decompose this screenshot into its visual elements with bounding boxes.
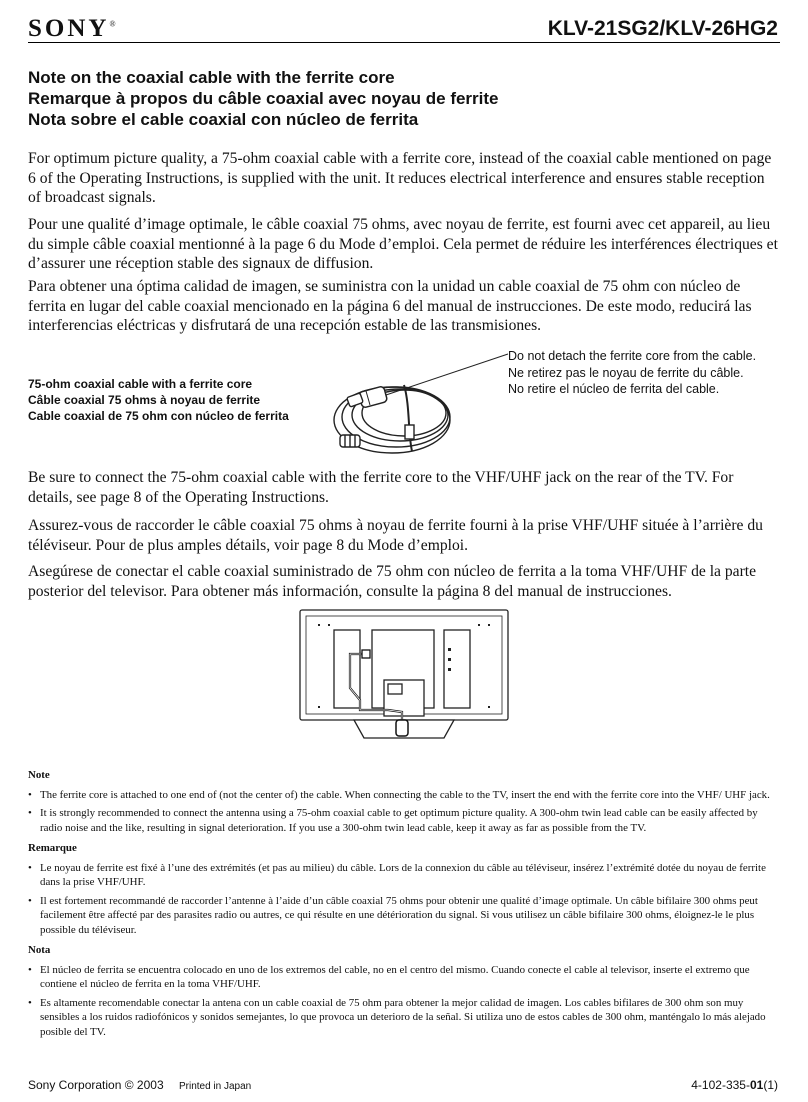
printed-in: Printed in Japan: [178, 1081, 252, 1092]
model-number: KLV-21SG2/KLV-26HG2: [547, 17, 778, 40]
list-item: • It is strongly recommended to connect the antenna using a 75-ohm coaxial cable to get optimum picture quality. A 300-ohm twin lead cable can be easily affected by radio noise and the like, resulting in signal deterioration. If you use a 300-ohm twin lead cable, keep it away as far as possible from the TV.: [28, 806, 780, 835]
coaxial-cable-illustration: [318, 345, 510, 460]
caption-fr: Câble coaxial 75 ohms à noyau de ferrite: [28, 393, 261, 407]
tv-rear-illustration: [298, 608, 510, 742]
footer-copyright: [28, 1078, 251, 1092]
title-es: Nota sobre el cable coaxial con núcleo de ferrita: [28, 110, 419, 129]
list-item: • Il est fortement recommandé de raccorder l’antenne à l’aide d’un câble coaxial 75 ohms pour obtenir une qualité d’image optimale. Un câble bifilaire 300 ohms peut facilement être affecté par des parasites radio ou autres, ce qui résulte en une détérioration du signal. Si vous utilisez un câble bifilaire 300 ohms, éloignez-le le plus possible du téléviseur.: [28, 894, 780, 938]
header-rule: [28, 42, 780, 43]
warning-es: No retire el núcleo de ferrita del cable.: [508, 382, 720, 396]
warning-en: Do not detach the ferrite core from the cable.: [508, 349, 757, 363]
list-item: • El núcleo de ferrita se encuentra colocado en uno de los extremos del cable, no en el centro del mismo. Cuando conecte el cable al televisor, inserte el extremo que contiene el núcleo de ferrita en la toma VHF/UHF.: [28, 963, 780, 992]
list-item: • Le noyau de ferrite est fixé à l’une des extrémités (et pas au milieu) du câble. Lors de la connexion du câble au téléviseur, insérez l’extrémité dotée du noyau de ferrite dans la prise VHF/UHF.: [28, 861, 780, 890]
ferrite-warning: [508, 348, 756, 398]
ferrite-core-on-tv: [396, 720, 408, 736]
notes-section: [28, 768, 780, 1045]
title-fr: Remarque à propos du câble coaxial avec noyau de ferrite: [28, 89, 499, 108]
note-heading-es: Nota: [28, 944, 51, 956]
caption-es: Cable coaxial de 75 ohm con núcleo de ferrita: [28, 409, 289, 423]
note-heading-en: Note: [28, 769, 50, 781]
leader-line: [380, 354, 508, 397]
connect-paragraph-es: Asegúrese de conectar el cable coaxial suministrado de 75 ohm con núcleo de ferrita a la toma VHF/UHF de la parte posterior del televisor. Para obtener más información, consulte la página 8 del manual de instrucciones.: [28, 563, 757, 600]
note-list-es: [28, 963, 780, 1040]
caption-en: 75-ohm coaxial cable with a ferrite core: [28, 377, 253, 391]
document-number: 4-102-335-01(1): [691, 1078, 778, 1092]
intro-paragraph-es: Para obtener una óptima calidad de imagen, se suministra con la unidad un cable coaxial de 75 ohm con núcleo de ferrita en lugar del cable coaxial mencionado en la página 6 del manual de instrucciones. De este modo, reducirá las interferencias eléctricas y disfrutará de una recepción estable de las transmisiones.: [28, 278, 752, 334]
copyright-symbol: ©: [124, 1078, 134, 1092]
intro-paragraph-en: For optimum picture quality, a 75-ohm coaxial cable with a ferrite core, instead of the coaxial cable mentioned on page 6 of the Operating Instructions, is supplied with the unit. It reduces electrical interference and ensures stable reception of broadcast signals.: [28, 150, 772, 206]
copyright-year: 2003: [136, 1078, 164, 1092]
vhf-uhf-jack: [362, 650, 370, 658]
company-name: Sony Corporation: [28, 1078, 122, 1092]
page-title: [28, 67, 499, 130]
note-heading-fr: Remarque: [28, 842, 77, 854]
sony-logo: SONY®: [28, 15, 116, 42]
warning-fr: Ne retirez pas le noyau de ferrite du câble.: [508, 365, 744, 380]
connect-paragraph-fr: Assurez-vous de raccorder le câble coaxial 75 ohms à noyau de ferrite fourni à la prise VHF/UHF située à l’arrière du téléviseur. Pour de plus amples détails, voir page 8 du Mode d’emploi.: [28, 517, 763, 554]
cable-figure-caption: [28, 376, 289, 424]
ferrite-core: [358, 386, 387, 408]
list-item: • Es altamente recomendable conectar la antena con un cable coaxial de 75 ohm para obtener la mejor calidad de imagen. Los cables bifilares de 300 ohm son muy sensibles a los ruidos radiofónicos y sonidos semejantes, lo que provoca un deterioro de la señal. Si utiliza uno de estos cables de 300 ohm, manténgalo lo más alejado posible del TV.: [28, 996, 780, 1040]
note-list-fr: [28, 861, 780, 938]
note-list-en: [28, 788, 780, 836]
title-en: Note on the coaxial cable with the ferrite core: [28, 68, 395, 87]
list-item: • The ferrite core is attached to one end of (not the center of) the cable. When connecting the cable to the TV, insert the end with the ferrite core into the VHF/ UHF jack.: [28, 788, 780, 803]
intro-paragraph-fr: Pour une qualité d’image optimale, le câble coaxial 75 ohms, avec noyau de ferrite, est fourni avec cet appareil, au lieu du simple câble coaxial mentionné à la page 6 du Mode d’emploi. Cela permet de réduire les interférences électriques et d’assurer une réception stable des signaux de diffusion.: [28, 216, 778, 272]
connect-paragraph-en: Be sure to connect the 75-ohm coaxial cable with the ferrite core to the VHF/UHF jack on the rear of the TV. For details, see page 8 of the Operating Instructions.: [28, 469, 734, 506]
